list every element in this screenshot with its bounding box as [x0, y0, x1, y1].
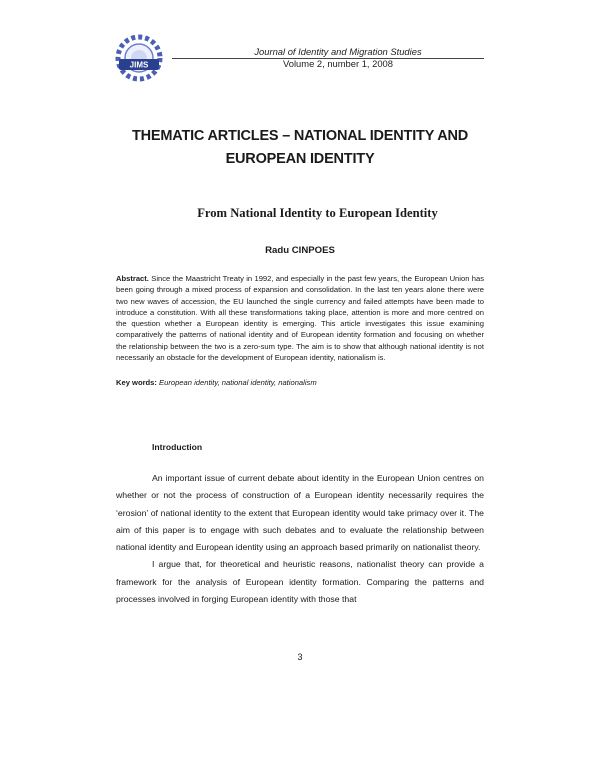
volume-info: Volume 2, number 1, 2008 [283, 57, 393, 69]
journal-logo [113, 32, 165, 84]
section-title [100, 125, 500, 171]
section-title-line-1: THEMATIC ARTICLES – NATIONAL IDENTITY AND [131, 128, 469, 144]
page-number: 3 [297, 652, 303, 662]
introduction-heading: Introduction [152, 442, 203, 452]
abstract [116, 273, 484, 363]
introduction-body [116, 470, 484, 608]
abstract-label: Abstract. [116, 274, 149, 283]
keywords-label: Key words: [116, 378, 157, 387]
jims-logo-icon [113, 32, 165, 84]
abstract-text: Since the Maastricht Treaty in 1992, and especially in the past few years, the European Union has been going through a mixed process of expansion and consolidation. In the last ten years alone there were two new waves of accession, the EU launched the single currency and failed attempts have been made to introduce a constitution. With all these transformations taking place, attention is more and more centred on the question whether a European identity is emerging. This article investigates this issue examining comparatively the patterns of national identity and of European identity formation and focusing on whether the relationship between the two is a zero-sum type. The aim is to show that although national identity is not necessarily an obstacle for the development of European identity, nationalism is. [116, 274, 484, 363]
body-paragraph: An important issue of current debate about identity in the European Union centres on whether or not the process of construction of a European identity necessarily requires the ‘erosion’ of national identity to the extent that European identity would take primacy over it. The aim of this paper is to engage with such debates and to evaluate the relationship between national identity and European identity using an approach based primarily on nationalist theory. [116, 473, 484, 553]
logo-text: JIMS [129, 60, 149, 70]
keywords [116, 378, 484, 387]
keywords-value: European identity, national identity, nationalism [156, 378, 317, 387]
body-paragraph: I argue that, for theoretical and heuristic reasons, nationalist theory can provide a framework for the analysis of European identity formation. Comparing the patterns and processes involved in forging European identity with those that [116, 559, 484, 605]
section-title-line-2: EUROPEAN IDENTITY [225, 151, 375, 167]
article-title: From National Identity to European Identity [197, 206, 438, 220]
author-name: Radu CINPOES [265, 245, 335, 256]
journal-name: Journal of Identity and Migration Studies [254, 46, 422, 57]
header-rule [172, 58, 484, 59]
